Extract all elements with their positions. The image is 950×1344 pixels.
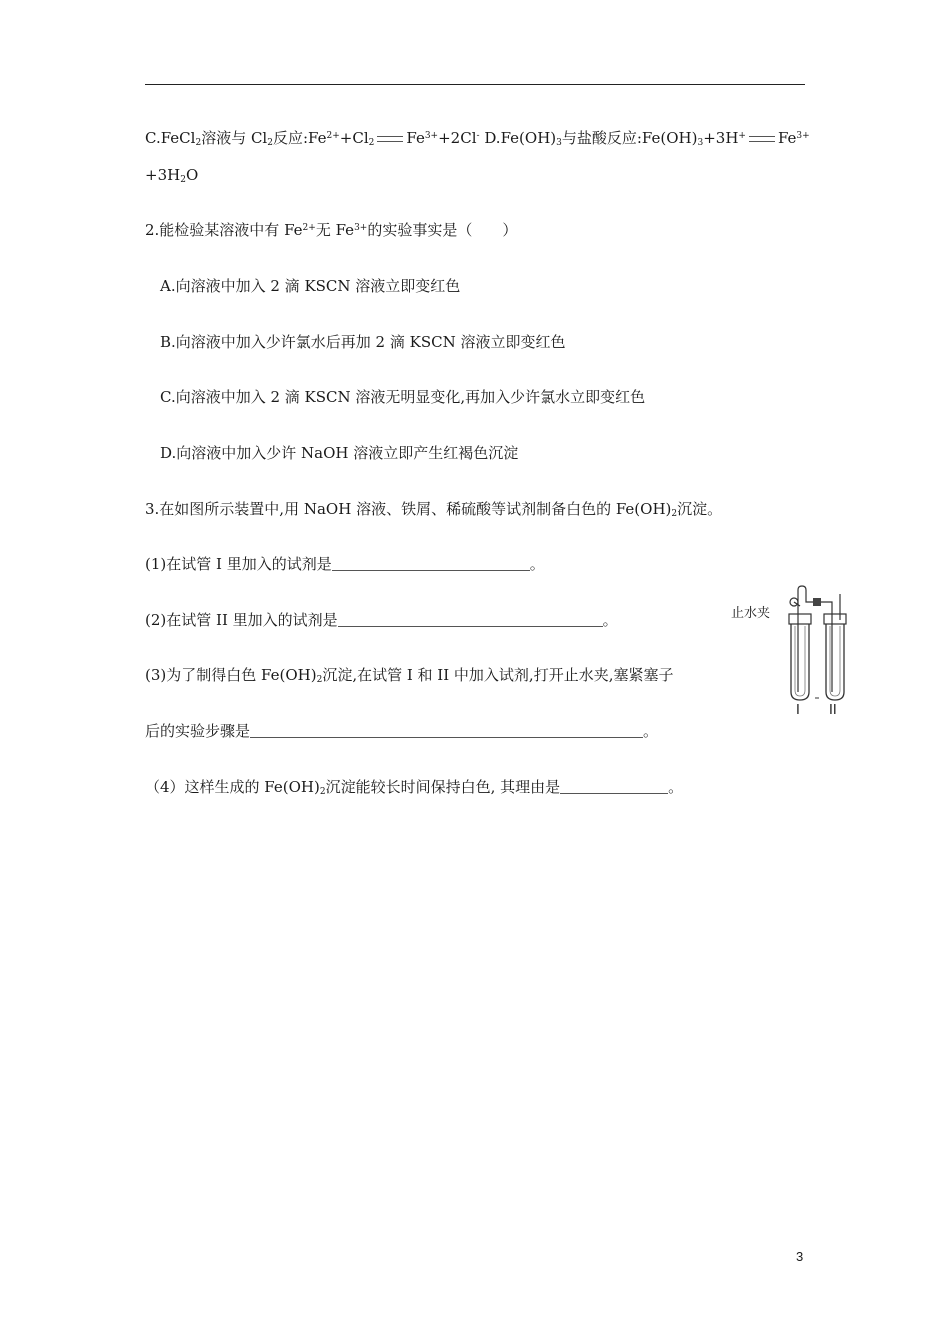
superscript: +	[738, 131, 746, 141]
text: 的实验事实是（ ）	[367, 221, 518, 239]
equals-sign	[377, 136, 403, 142]
text: 3.在如图所示装置中,用 NaOH 溶液、铁屑、稀硫酸等试剂制备白色的 Fe(OH)	[145, 500, 672, 518]
text: +3H	[145, 166, 181, 184]
subscript: 2	[671, 509, 678, 519]
subscript: 2	[195, 138, 202, 148]
equals-sign	[749, 136, 775, 142]
answer-blank-3[interactable]	[250, 723, 643, 738]
superscript: 2+	[326, 131, 340, 141]
subscript: 3	[556, 138, 562, 148]
text: 。	[643, 722, 659, 740]
question-3-part-4	[145, 777, 683, 797]
text: +Cl	[339, 129, 369, 147]
text: 。	[668, 778, 684, 796]
text: +2Cl	[438, 129, 477, 147]
tube-1-label: I	[796, 703, 800, 718]
text: D.Fe(OH)	[479, 129, 557, 147]
question-2-stem	[145, 220, 517, 240]
question-3-part-2	[145, 610, 618, 630]
superscript: 3+	[424, 131, 439, 141]
text: 沉淀,在试管 I 和 II 中加入试剂,打开止水夹,塞紧塞子	[322, 666, 674, 684]
text: 与盐酸反应:Fe(OH)	[561, 129, 698, 147]
subscript: 2	[319, 787, 326, 797]
subscript: 2	[316, 675, 323, 685]
text: 2.能检验某溶液中有 Fe	[145, 221, 303, 239]
option-c-d-equations	[145, 128, 810, 148]
text: 溶液与 Cl	[201, 129, 268, 147]
answer-blank-1[interactable]	[332, 556, 530, 571]
text: 。	[529, 555, 545, 573]
subscript: 2	[368, 138, 375, 148]
question-3-part-3-continued	[145, 721, 658, 741]
text: 无 Fe	[315, 221, 355, 239]
text: 反应:Fe	[272, 129, 327, 147]
tube-2-label: II	[829, 703, 837, 718]
text: Fe	[406, 129, 425, 147]
text: 沉淀。	[677, 500, 723, 518]
clamp-label: 止水夹	[731, 606, 771, 621]
text: 沉淀能较长时间保持白色, 其理由是	[325, 778, 561, 796]
subscript: 3	[697, 138, 704, 148]
question-3-part-1	[145, 554, 545, 574]
subscript: 2	[267, 138, 273, 148]
question-3-stem	[145, 499, 722, 519]
text: （4）这样生成的 Fe(OH)	[145, 778, 320, 796]
text: O	[185, 166, 199, 184]
subscript: 2	[180, 175, 186, 185]
question-2-option-a[interactable]: A.向溶液中加入 2 滴 KSCN 溶液立即变红色	[160, 277, 461, 295]
question-2-option-d[interactable]: D.向溶液中加入少许 NaOH 溶液立即产生红褐色沉淀	[160, 444, 519, 462]
question-3-part-3	[145, 665, 673, 685]
test-tube-apparatus-drawing	[728, 580, 848, 720]
question-2-option-c[interactable]: C.向溶液中加入 2 滴 KSCN 溶液无明显变化,再加入少许氯水立即变红色	[160, 388, 646, 406]
header-rule	[145, 84, 805, 85]
text: 。	[602, 611, 618, 629]
option-d-continuation	[145, 165, 198, 185]
apparatus-figure	[728, 580, 848, 720]
text: Fe	[777, 129, 797, 147]
text: (3)为了制得白色 Fe(OH)	[145, 666, 317, 684]
superscript: -	[476, 131, 480, 141]
question-2-option-b[interactable]: B.向溶液中加入少许氯水后再加 2 滴 KSCN 溶液立即变红色	[160, 333, 566, 351]
text: (1)在试管 I 里加入的试剂是	[145, 555, 332, 573]
text: +3H	[703, 129, 739, 147]
text: C.FeCl	[145, 129, 196, 147]
superscript: 3+	[796, 131, 810, 141]
text: 后的实验步骤是	[145, 722, 251, 740]
superscript: 3+	[354, 223, 368, 233]
page-number: 3	[796, 1249, 804, 1264]
answer-blank-4[interactable]	[560, 779, 668, 794]
text: (2)在试管 II 里加入的试剂是	[145, 611, 338, 629]
superscript: 2+	[302, 223, 316, 233]
answer-blank-2[interactable]	[338, 612, 603, 627]
